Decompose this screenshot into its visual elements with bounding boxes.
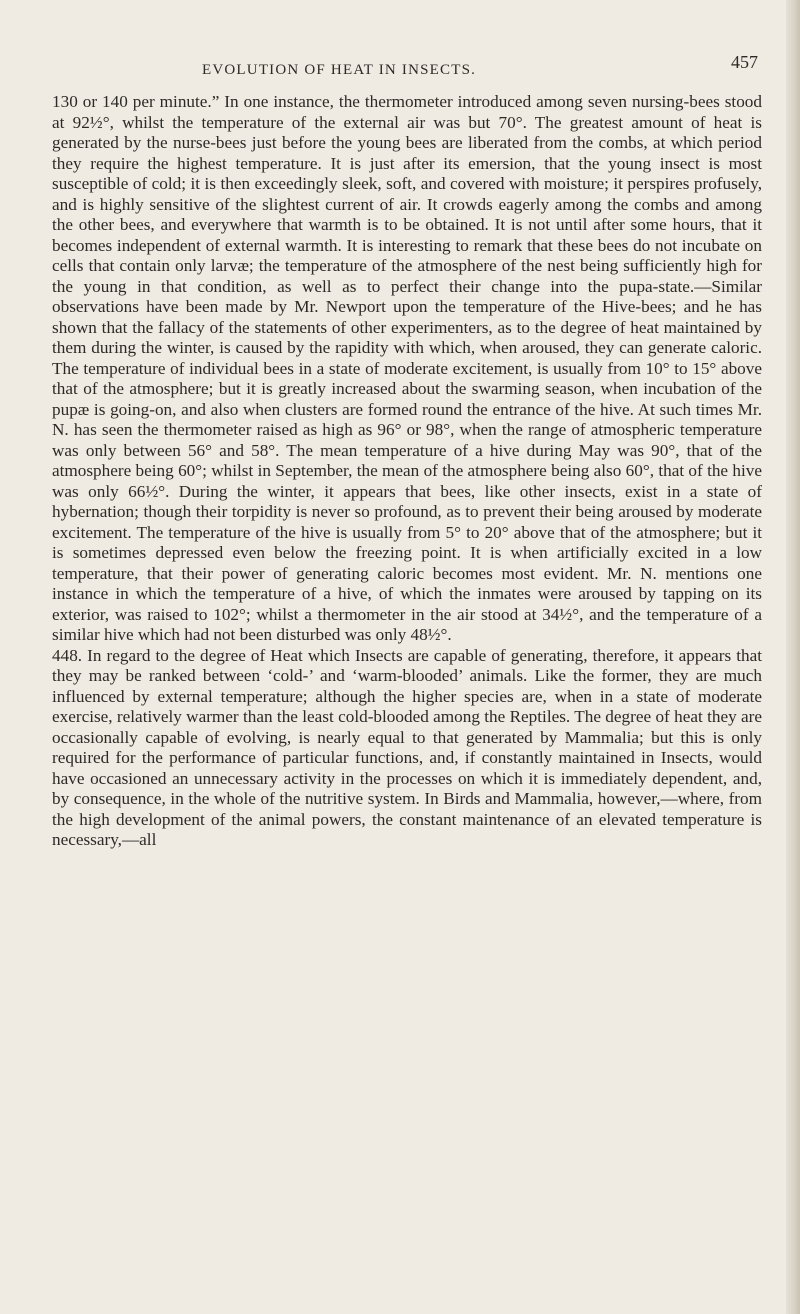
page-number: 457 bbox=[731, 52, 758, 72]
page-edge-shadow bbox=[786, 0, 800, 1314]
page-header bbox=[52, 52, 758, 86]
paragraph-448: 448. In regard to the degree of Heat which Insects are capable of generating, therefore, it appears that they may be ranked between ‘cold-’ and ‘warm-blooded’ animals. Like the former, they are much influenced by external temperature; although the higher species are, when in a state of moderate exercise, relatively warmer than the least cold-blooded among the Reptiles. The degree of heat they are occasionally capable of evolving, is nearly equal to that generated by Mammalia; but this is only required for the performance of particular functions, and, if constantly maintained in Insects, would have occasioned an unnecessary activity in the processes on which it is immediately dependent, and, by consequence, in the whole of the nutritive system. In Birds and Mammalia, however,—where, from the high development of the animal powers, the constant maintenance of an elevated temperature is necessary,—all bbox=[52, 645, 762, 849]
running-head: EVOLUTION OF HEAT IN INSECTS. bbox=[202, 62, 477, 78]
paragraph-continued: 130 or 140 per minute.” In one instance, the thermometer introduced among seven nursing-bees stood at 92½°, whilst the temperature of the external air was but 70°. The greatest amount of heat is generated by the nurse-bees just before the young bees are liberated from the combs, at which period they require the highest temperature. It is just after its emersion, that the young insect is most susceptible of cold; it is then exceedingly sleek, soft, and covered with moisture; it perspires profusely, and is highly sensitive of the slightest current of air. It crowds eagerly among the combs and among the other bees, and everywhere that warmth is to be obtained. It is not until after some hours, that it becomes independent of external warmth. It is interesting to remark that these bees do not incubate on cells that contain only larvæ; the temperature of the atmosphere of the nest being sufficiently high for the young in that condition, as well as to perfect their change into the pupa-state.—Similar observations have been made by Mr. Newport upon the temperature of the Hive-bees; and he has shown that the fallacy of the statements of other experimenters, as to the degree of heat maintained by them during the winter, is caused by the rapidity with which, when aroused, they can generate caloric. The temperature of individual bees in a state of moderate excitement, is usually from 10° to 15° above that of the atmosphere; but it is greatly increased about the swarming season, when incubation of the pupæ is going-on, and also when clusters are formed round the entrance of the hive. At such times Mr. N. has seen the thermometer raised as high as 96° or 98°, when the range of atmospheric temperature was only between 56° and 58°. The mean temperature of a hive during May was 90°, that of the atmosphere being 60°; whilst in September, the mean of the atmosphere being also 60°, that of the hive was only 66½°. During the winter, it appears that bees, like other insects, exist in a state of hybernation; though their torpidity is never so profound, as to prevent their being aroused by moderate excitement. The temperature of the hive is usually from 5° to 20° above that of the atmosphere; but it is sometimes depressed even below the freezing point. It is when artificially excited in a low temperature, that their power of generating caloric becomes most evident. Mr. N. mentions one instance in which the temperature of a hive, of which the inmates were aroused by tapping on its exterior, was raised to 102°; whilst a thermometer in the air stood at 34½°, and the temperature of a similar hive which had not been disturbed was only 48½°. bbox=[52, 92, 762, 644]
body-text bbox=[52, 92, 762, 851]
